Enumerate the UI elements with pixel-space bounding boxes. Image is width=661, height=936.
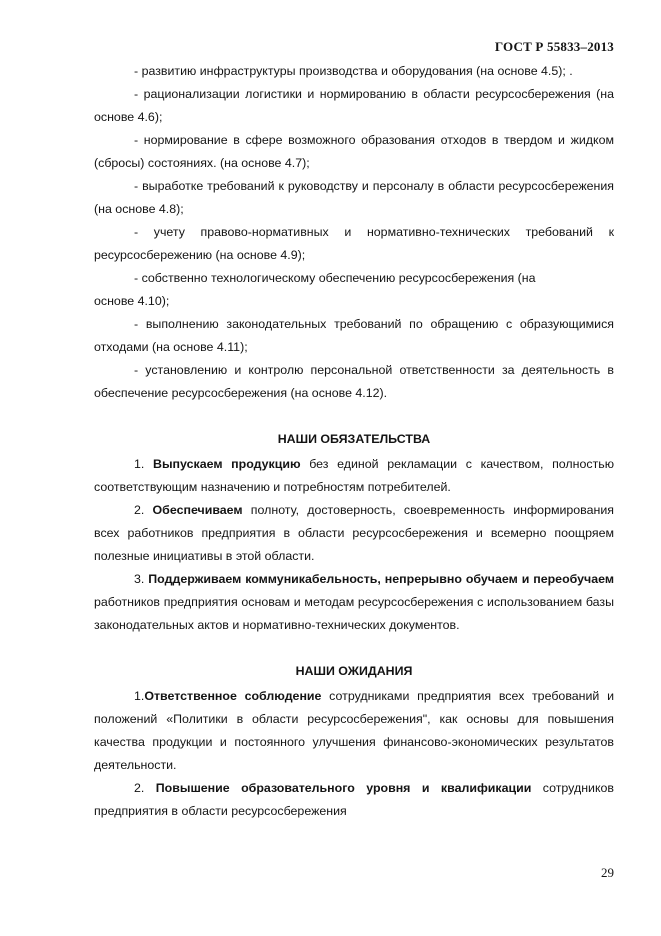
page-body	[94, 60, 614, 823]
obligations-heading: НАШИ ОБЯЗАТЕЛЬСТВА	[277, 432, 431, 446]
expectation-number: 1.	[134, 689, 145, 703]
obligation-item	[94, 499, 614, 568]
list-item: - выполнению законодательных требований по обращению с образующимися отходами (на основе 4.11);	[94, 317, 614, 354]
obligation-item	[94, 568, 614, 637]
list-item: - установлению и контролю персональной ответственности за деятельность в обеспечение ресурсосбережения (на основе 4.12).	[94, 363, 614, 400]
expectation-item	[94, 777, 614, 823]
obligation-keyword: Обеспечиваем	[152, 503, 243, 517]
obligation-keyword: Выпускаем продукцию	[153, 457, 301, 471]
obligation-text: без единой рекламации с качеством, полностью соответствующим назначению и потребностям потребителей.	[94, 457, 614, 494]
obligation-number: 2.	[134, 503, 153, 517]
obligation-item	[94, 453, 614, 499]
list-item-continuation: основе 4.10);	[94, 294, 170, 308]
list-item: - развитию инфраструктуры производства и оборудования (на основе 4.5); .	[134, 64, 573, 78]
list-item: - собственно технологическому обеспечению ресурсосбережения (на	[134, 271, 536, 285]
expectation-keyword: Ответственное соблюдение	[144, 689, 322, 703]
expectation-text: сотрудниками предприятия всех требований и положений «Политики в области ресурсосбережения", как основы для повышения качества продукции и постоянного улучшения финансово-экономических результатов деятельности.	[94, 689, 614, 772]
obligation-text: работников предприятия основам и методам ресурсосбережения с использованием базы законодательных актов и нормативно-технических документов.	[94, 595, 614, 632]
obligation-text: полноту, достоверность, своевременность информирования всех работников предприятия в области ресурсосбережения и всемерно поощряем полезные инициативы в этой области.	[94, 503, 614, 563]
expectation-item	[94, 685, 614, 777]
expectations-heading: НАШИ ОЖИДАНИЯ	[295, 664, 413, 678]
expectation-number: 2.	[134, 781, 156, 795]
list-item: - рационализации логистики и нормированию в области ресурсосбережения (на основе 4.6);	[94, 87, 614, 124]
list-item: - учету правово-нормативных и нормативно-технических требований к ресурсосбережению (на основе 4.9);	[94, 225, 614, 262]
obligation-number: 1.	[134, 457, 154, 471]
obligation-keyword: Поддерживаем коммуникабельность, непрерывно обучаем и переобучаем	[148, 572, 615, 586]
page-number: 29	[601, 865, 614, 880]
list-item: - выработке требований к руководству и персоналу в области ресурсосбережения (на основе 4.8);	[94, 179, 614, 216]
document-header: ГОСТ Р 55833–2013	[494, 39, 614, 54]
expectation-keyword: Повышение образовательного уровня и квалификации	[155, 781, 532, 795]
obligation-number: 3.	[134, 572, 149, 586]
list-item: - нормирование в сфере возможного образования отходов в твердом и жидком (сбросы) состояниях. (на основе 4.7);	[94, 133, 614, 170]
expectation-text: сотрудников предприятия в области ресурсосбережения	[94, 781, 614, 818]
